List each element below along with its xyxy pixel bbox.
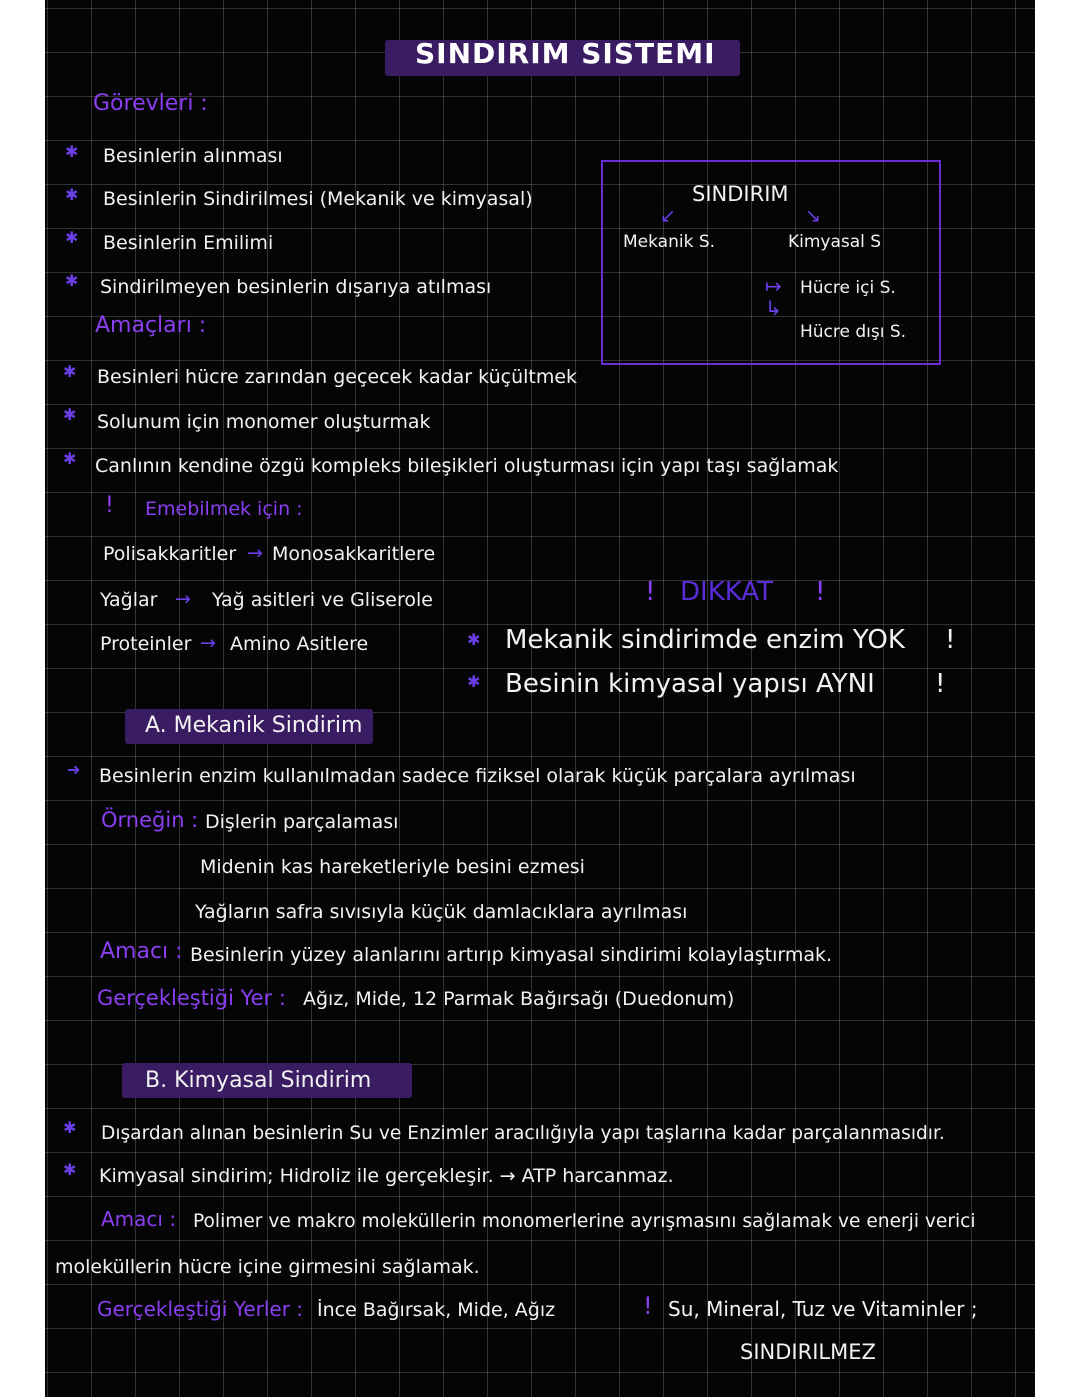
arrow-left-icon: ↙ [660,205,676,227]
kimyasal-heading: B. Kimyasal Sindirim [145,1068,372,1093]
emilim-to: Yağ asitleri ve Gliserole [212,589,433,611]
gorev-item: Besinlerin Sindirilmesi (Mekanik ve kimyasal) [103,188,533,210]
emilim-to: Monosakkaritlere [272,543,436,565]
kimyasal-note-2: SINDIRILMEZ [740,1340,876,1364]
emilim-from: Yağlar [100,589,158,611]
kimyasal-yer: İnce Bağırsak, Mide, Ağız [317,1299,556,1321]
kimyasal-line: Kimyasal sindirim; Hidroliz ile gerçekleşir. → ATP harcanmaz. [99,1165,674,1187]
kimyasal-amaci-cont: moleküllerin hücre içine girmesini sağlamak. [55,1256,480,1278]
arrow-right-icon: → [200,632,216,654]
bracket-arrow-icon: ↦ [765,274,782,298]
page-title: SINDIRIM SISTEMI [415,37,716,70]
diagram-hucre-ici: Hücre içi S. [800,278,896,298]
bullet-star-icon: ✱ [65,142,79,161]
bullet-star-icon: ✱ [467,672,481,691]
yer-label: Gerçekleştiği Yerler : [97,1297,304,1321]
bullet-star-icon: ✱ [63,362,77,381]
amac-item: Besinleri hücre zarından geçecek kadar küçültmek [97,366,578,388]
amaci-label: Amacı : [100,939,183,964]
warning-icon: ! [815,577,826,607]
kimyasal-line: Dışardan alınan besinlerin Su ve Enzimler aracılığıyla yapı taşlarına kadar parçalanmasıdır. [101,1123,945,1144]
bullet-star-icon: ✱ [467,630,481,649]
emilim-from: Polisakkaritler [103,543,237,565]
ornegin-label: Örneğin : [101,808,199,832]
example-item: Yağların safra sıvısıyla küçük damlacıklara ayrılması [195,901,688,923]
bullet-star-icon: ✱ [65,271,79,290]
warning-icon: ! [645,577,656,607]
kimyasal-amaci: Polimer ve makro moleküllerin monomerlerine ayrışmasını sağlamak ve enerji verici [193,1211,976,1232]
emebilmek-heading: Emebilmek için : [145,498,303,520]
emilim-from: Proteinler [100,633,192,655]
bullet-star-icon: ✱ [63,1118,77,1137]
gorev-item: Besinlerin alınması [103,145,283,167]
dikkat-line: Besinin kimyasal yapısı AYNI [505,669,875,699]
dikkat-line: Mekanik sindirimde enzim YOK [505,625,905,655]
gorevleri-heading: Görevleri : [93,91,208,116]
bullet-star-icon: ✱ [65,185,79,204]
bracket-arrow-icon: ↳ [765,296,782,320]
amac-item: Solunum için monomer oluşturmak [97,411,431,433]
amaclari-heading: Amaçları : [95,313,207,338]
amaci-label: Amacı : [101,1207,177,1231]
example-item: Dişlerin parçalaması [205,811,399,833]
bullet-star-icon: ➜ [67,760,81,779]
mekanik-amaci: Besinlerin yüzey alanlarını artırıp kimyasal sindirimi kolaylaştırmak. [190,944,833,966]
kimyasal-note: Su, Mineral, Tuz ve Vitaminler ; [668,1297,978,1321]
mekanik-desc: Besinlerin enzim kullanılmadan sadece fiziksel olarak küçük parçalara ayrılması [99,765,856,787]
arrow-right-icon: ↘ [805,205,821,227]
emilim-to: Amino Asitlere [230,633,369,655]
bullet-star-icon: ✱ [63,405,77,424]
mekanik-heading: A. Mekanik Sindirim [145,713,363,738]
mekanik-yer: Ağız, Mide, 12 Parmak Bağırsağı (Duedonum) [303,988,735,1010]
bullet-star-icon: ✱ [63,1160,77,1179]
diagram-mekanik: Mekanik S. [623,232,716,252]
gorev-item: Besinlerin Emilimi [103,232,274,254]
arrow-right-icon: → [247,542,263,564]
gorev-item: Sindirilmeyen besinlerin dışarıya atılması [100,276,492,298]
diagram-title: SINDIRIM [692,182,789,206]
warning-icon: ! [643,1292,653,1320]
dikkat-heading: DIKKAT [680,577,773,607]
arrow-right-icon: → [175,588,191,610]
warning-icon: ! [935,669,946,699]
yer-label: Gerçekleştiği Yer : [97,986,286,1010]
bullet-star-icon: ✱ [63,449,77,468]
warning-icon: ! [105,493,114,518]
warning-icon: ! [945,625,956,655]
example-item: Midenin kas hareketleriyle besini ezmesi [200,856,585,878]
bullet-star-icon: ✱ [65,228,79,247]
diagram-kimyasal: Kimyasal S [788,232,882,252]
diagram-hucre-disi: Hücre dışı S. [800,322,907,342]
amac-item: Canlının kendine özgü kompleks bileşikleri oluşturması için yapı taşı sağlamak [95,455,839,477]
